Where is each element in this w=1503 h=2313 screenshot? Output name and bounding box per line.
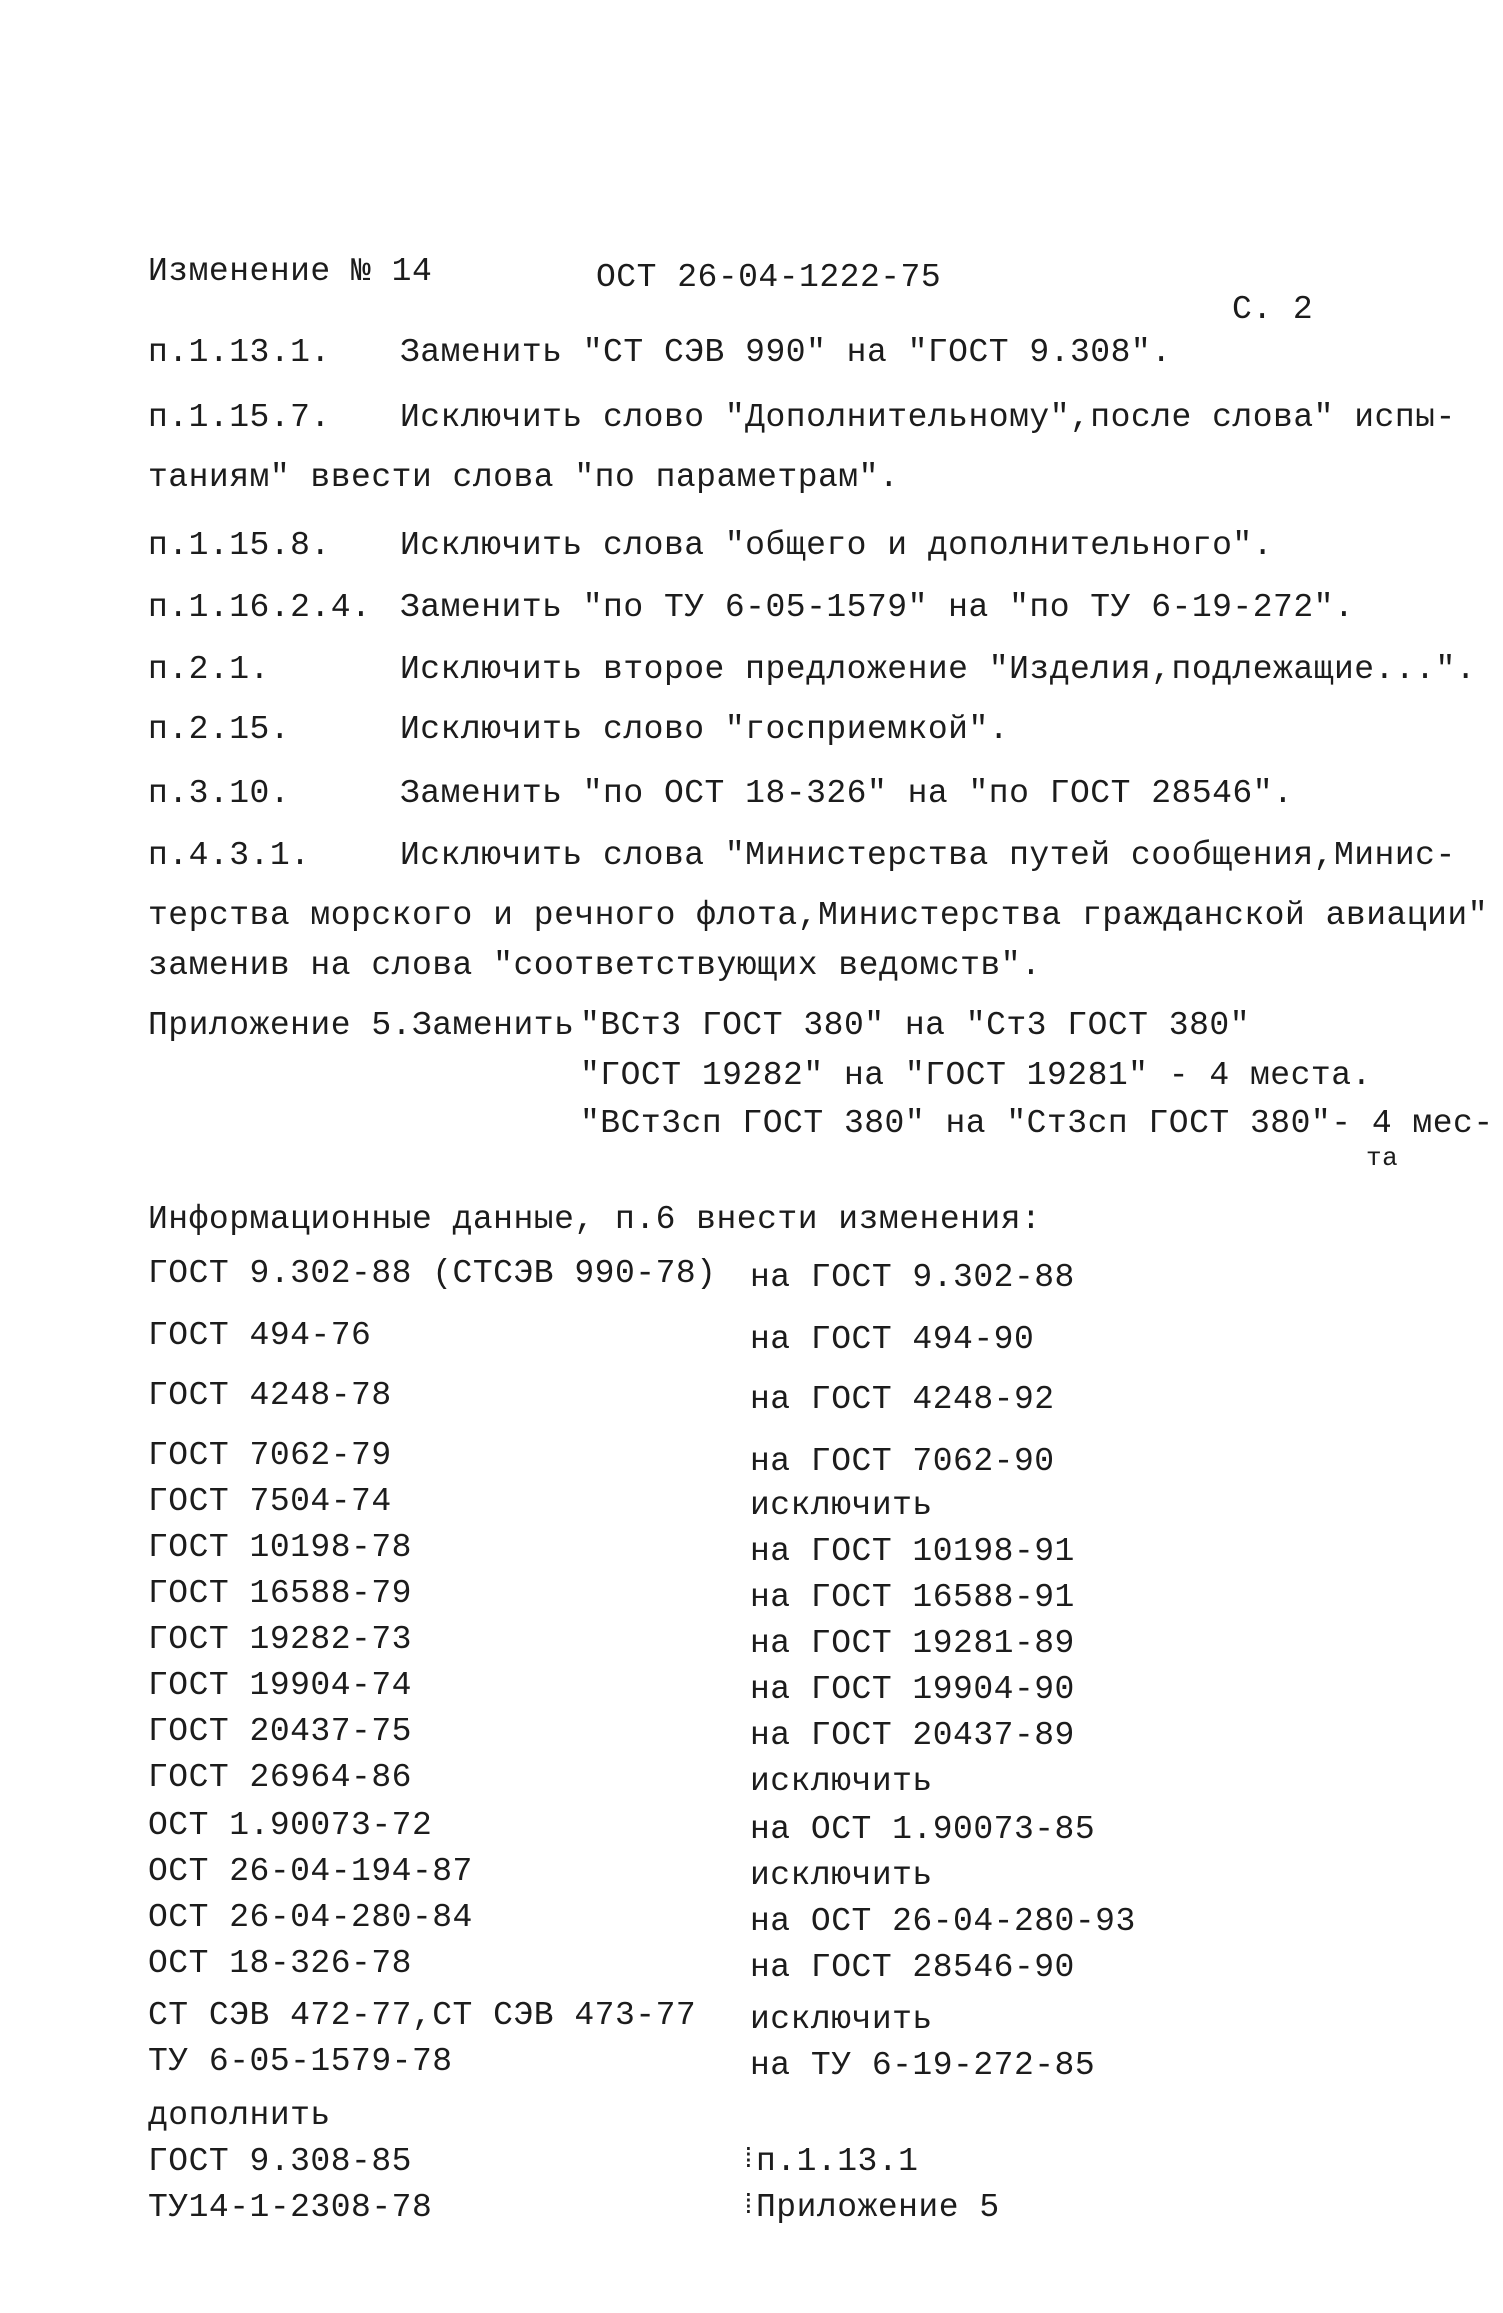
ref-old: ГОСТ 7062-79 (148, 1437, 392, 1474)
ref-new: на ГОСТ 9.302-88 (750, 1259, 1075, 1296)
supplement-where: п.1.13.1 (756, 2143, 919, 2180)
item-ref: п.1.13.1. (148, 334, 331, 371)
appendix-line: "ВСт3сп ГОСТ 380" на "Ст3сп ГОСТ 380"- 4 мес- (580, 1105, 1494, 1142)
ref-new: на ГОСТ 4248-92 (750, 1381, 1055, 1418)
ref-old: ГОСТ 26964-86 (148, 1759, 412, 1796)
info-heading: Информационные данные, п.6 внести изменения: (148, 1201, 1042, 1238)
ref-old: ТУ 6-05-1579-78 (148, 2043, 453, 2080)
ref-old: ГОСТ 19282-73 (148, 1621, 412, 1658)
item-text-continued: заменив на слова "соответствующих ведомств". (148, 947, 1042, 984)
ref-new: на ГОСТ 19281-89 (750, 1625, 1075, 1662)
ref-new: на ГОСТ 16588-91 (750, 1579, 1075, 1616)
item-ref: п.2.1. (148, 651, 270, 688)
ref-new: на ТУ 6-19-272-85 (750, 2047, 1096, 2084)
ref-new: на ГОСТ 10198-91 (750, 1533, 1075, 1570)
ref-new: на ГОСТ 20437-89 (750, 1717, 1075, 1754)
supplement-doc: ГОСТ 9.308-85 (148, 2143, 412, 2180)
item-text: Исключить слова "общего и дополнительного". (400, 527, 1274, 564)
page-number: С. 2 (1232, 291, 1314, 328)
item-ref: п.1.15.7. (148, 399, 331, 436)
ref-new: на ГОСТ 494-90 (750, 1321, 1035, 1358)
item-ref: п.4.3.1. (148, 837, 311, 874)
ref-old: ГОСТ 10198-78 (148, 1529, 412, 1566)
item-text: Исключить слово "госприемкой". (400, 711, 1010, 748)
ref-old: ГОСТ 20437-75 (148, 1713, 412, 1750)
item-text: Исключить второе предложение "Изделия,подлежащие...". (400, 651, 1477, 688)
item-text: Исключить слова "Министерства путей сообщения,Минис- (400, 837, 1456, 874)
ref-old: ГОСТ 16588-79 (148, 1575, 412, 1612)
ref-old: ОСТ 18-326-78 (148, 1945, 412, 1982)
appendix-line: "ГОСТ 19282" на "ГОСТ 19281" - 4 места. (580, 1057, 1372, 1094)
ref-old: ОСТ 26-04-194-87 (148, 1853, 473, 1890)
ref-new: на ГОСТ 19904-90 (750, 1671, 1075, 1708)
ref-new: на ГОСТ 7062-90 (750, 1443, 1055, 1480)
ref-new: на ОСТ 1.90073-85 (750, 1811, 1096, 1848)
ref-new: на ОСТ 26-04-280-93 (750, 1903, 1136, 1940)
standard-number: ОСТ 26-04-1222-75 (596, 259, 942, 296)
item-ref: п.1.15.8. (148, 527, 331, 564)
margin-bar-icon: ⁞ (740, 2191, 757, 2222)
item-text: Исключить слово "Дополнительному",после слова" испы- (400, 399, 1456, 436)
appendix-line-continued: та (1366, 1143, 1399, 1173)
item-ref: п.3.10. (148, 775, 291, 812)
supplement-where: Приложение 5 (756, 2189, 1000, 2226)
ref-old: ГОСТ 19904-74 (148, 1667, 412, 1704)
margin-bar-icon: ⁞ (740, 2145, 757, 2176)
ref-old: ГОСТ 494-76 (148, 1317, 372, 1354)
item-text-continued: таниям" ввести слова "по параметрам". (148, 459, 900, 496)
item-ref: п.1.16.2.4. (148, 589, 372, 626)
ref-old: ГОСТ 9.302-88 (СТСЭВ 990-78) (148, 1255, 717, 1292)
item-text: Заменить "по ТУ 6-05-1579" на "по ТУ 6-19-272". (400, 589, 1355, 626)
ref-old: ГОСТ 4248-78 (148, 1377, 392, 1414)
ref-new: на ГОСТ 28546-90 (750, 1949, 1075, 1986)
item-ref: п.2.15. (148, 711, 291, 748)
ref-new: исключить (750, 2001, 933, 2038)
item-text-continued: терства морского и речного флота,Министерства гражданской авиации" (148, 897, 1489, 934)
ref-old: ОСТ 1.90073-72 (148, 1807, 433, 1844)
ref-old: СТ СЭВ 472-77,СТ СЭВ 473-77 (148, 1997, 697, 2034)
appendix-line: "ВСт3 ГОСТ 380" на "Ст3 ГОСТ 380" (580, 1007, 1251, 1044)
ref-new: исключить (750, 1857, 933, 1894)
ref-old: ОСТ 26-04-280-84 (148, 1899, 473, 1936)
item-text: Заменить "СТ СЭВ 990" на "ГОСТ 9.308". (400, 334, 1172, 371)
change-number: Изменение № 14 (148, 253, 433, 290)
appendix-lead: Приложение 5.Заменить (148, 1007, 575, 1044)
item-text: Заменить "по ОСТ 18-326" на "по ГОСТ 28546". (400, 775, 1294, 812)
ref-old: ГОСТ 7504-74 (148, 1483, 392, 1520)
supplement-label: дополнить (148, 2097, 331, 2134)
ref-new: исключить (750, 1487, 933, 1524)
supplement-doc: ТУ14-1-2308-78 (148, 2189, 433, 2226)
ref-new: исключить (750, 1763, 933, 1800)
